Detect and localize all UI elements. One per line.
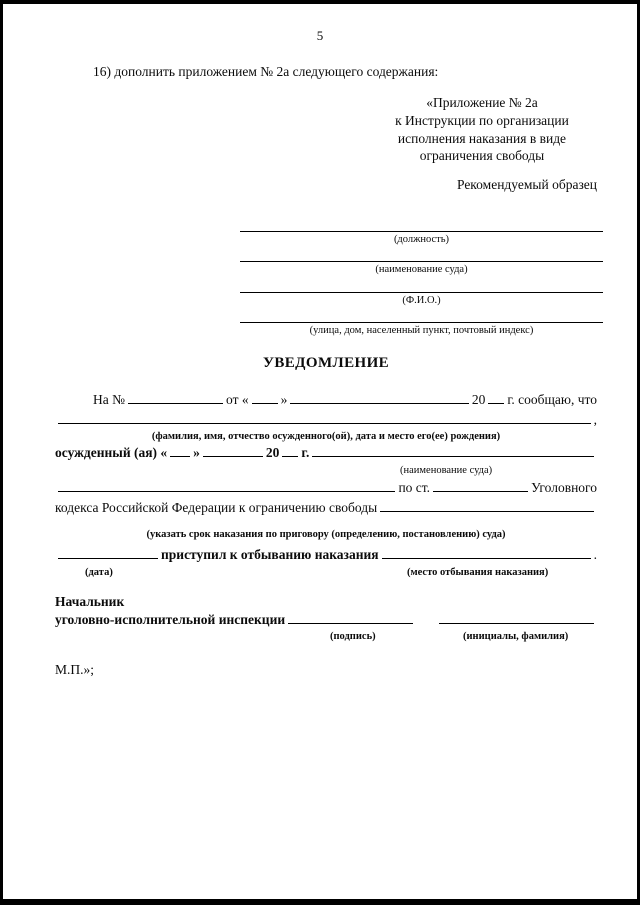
caption-court: (наименование суда) — [400, 464, 493, 476]
blank-line — [58, 545, 158, 559]
label-started: приступил к отбыванию наказания — [161, 547, 379, 563]
appendix-header — [367, 94, 597, 165]
appendix-line: исполнения наказания в виде — [397, 130, 567, 146]
blank-line — [252, 390, 278, 404]
body-line-inspection — [55, 610, 597, 630]
stamp-mark: М.П.»; — [55, 661, 95, 677]
form-field — [240, 310, 603, 337]
field-caption: (улица, дом, населенный пункт, почтовый индекс) — [309, 324, 534, 336]
label-year: 20 — [265, 445, 280, 461]
blank-line — [240, 219, 603, 232]
label-inspection: уголовно-исполнительной инспекции — [55, 611, 286, 627]
caption-place: (место отбывания наказания) — [407, 566, 549, 578]
caption-row-court — [55, 464, 597, 478]
caption-person: (фамилия, имя, отчество осужденного(ой), дата и место его(ее) рождения) — [151, 431, 501, 443]
appendix-line: к Инструкции по организации — [395, 112, 569, 128]
form-header-fields — [240, 219, 603, 337]
page-number: 5 — [316, 28, 324, 43]
label-ot: от « — [226, 391, 249, 407]
label-ugolovnogo: Уголовного — [531, 479, 597, 495]
blank-line — [488, 390, 504, 404]
blank-line — [203, 443, 263, 457]
field-caption: (должность) — [393, 234, 450, 246]
sample-label: Рекомендуемый образец — [456, 177, 597, 193]
label-year: 20 — [471, 391, 486, 407]
caption-initials: (инициалы, фамилия) — [463, 630, 569, 642]
blank-line — [58, 478, 395, 492]
blank-line — [290, 390, 469, 404]
appendix-line: ограничения свободы — [419, 148, 545, 164]
blank-line — [282, 443, 298, 457]
blank-line — [240, 280, 603, 293]
punct-comma: , — [593, 412, 597, 427]
field-caption: (Ф.И.О.) — [402, 294, 441, 306]
blank-line — [382, 545, 591, 559]
label-g: г. — [301, 445, 310, 461]
spacer — [416, 623, 436, 624]
body-line-article — [55, 478, 597, 498]
body-line-person-blank — [55, 410, 597, 430]
form-field — [240, 249, 603, 276]
caption-row-signature — [55, 630, 597, 644]
body-line-convicted — [55, 443, 597, 463]
form-field — [240, 219, 603, 246]
amendment-intro: 16) дополнить приложением № 2а следующего содержания: — [93, 64, 439, 79]
punct-period: . — [593, 547, 597, 563]
form-field — [240, 280, 603, 307]
caption-row-date-place — [55, 566, 597, 580]
label-po-st: по ст. — [398, 479, 431, 495]
label-soobshchayu: г. сообщаю, что — [507, 391, 597, 407]
blank-line — [240, 310, 603, 323]
label-quote: » — [280, 391, 288, 407]
blank-line — [128, 390, 223, 404]
label-codex: кодекса Российской Федерации к ограничению свободы — [55, 499, 378, 515]
blank-line — [312, 443, 594, 457]
body-line-started — [55, 545, 597, 565]
body-line-codex — [55, 498, 597, 518]
notification-title: УВЕДОМЛЕНИЕ — [262, 354, 390, 371]
field-caption: (наименование суда) — [375, 264, 468, 276]
label-chief: Начальник — [55, 593, 125, 609]
blank-line — [288, 610, 413, 624]
caption-date: (дата) — [85, 566, 113, 578]
body-line-number-date — [55, 390, 597, 410]
blank-line — [58, 410, 591, 424]
blank-line — [170, 443, 190, 457]
blank-line — [433, 478, 528, 492]
label-convicted: осужденный (ая) « — [55, 445, 168, 461]
label-quote: » — [193, 445, 200, 461]
appendix-line: «Приложение № 2а — [426, 95, 538, 110]
blank-line — [380, 498, 594, 512]
blank-line — [240, 249, 603, 262]
caption-signature: (подпись) — [330, 630, 376, 642]
blank-line — [439, 610, 594, 624]
caption-term: (указать срок наказания по приговору (определению, постановлению) суда) — [146, 529, 506, 541]
label-on-no: На № — [93, 391, 125, 407]
